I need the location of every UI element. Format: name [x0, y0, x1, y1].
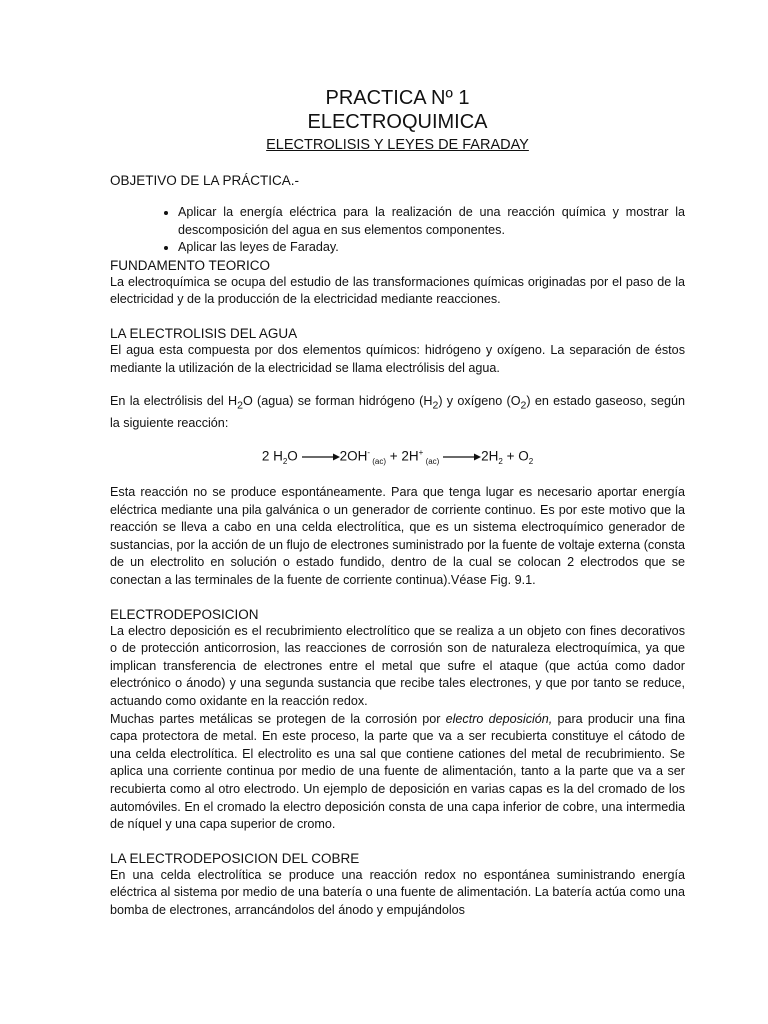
electrodeposicion-paragraph-2: [110, 711, 685, 834]
superscript: -: [367, 447, 371, 457]
electrolisis-heading: LA ELECTROLISIS DEL AGUA: [110, 325, 298, 341]
electrolisis-paragraph-2: [110, 393, 685, 433]
objetivo-list: [110, 204, 685, 257]
document-title-topic: ELECTROQUIMICA: [307, 111, 488, 133]
equation-term: 2OH: [339, 448, 368, 464]
cobre-heading: LA ELECTRODEPOSICION DEL COBRE: [110, 850, 360, 866]
subscript: (ac): [423, 457, 440, 467]
fundamento-heading: FUNDAMENTO TEORICO: [110, 257, 271, 273]
text-run: ) en estado gaseoso, según la siguiente reacción:: [110, 394, 686, 431]
text-run: para producir una fina capa protectora de metal. En este proceso, la parte que va a ser recubierta constituye el cátodo de una celda electrolítica. El electrolito es una sal que contiene cationes del metal de recubrimiento. Se aplica una corriente continua por medio de una fuente de alimentación, tanto a la parte que va a ser recubierta como al otro electrodo. Un ejemplo de deposición en varias capas es la del cromado de los automóviles. En el cromado la electro deposición consta de una capa inferior de cobre, una intermedia de níquel y una capa superior de cromo.: [110, 711, 685, 832]
electrolisis-paragraph-3: Esta reacción no se produce espontáneamente. Para que tenga lugar es necesario aportar energía eléctrica mediante una pila galvánica o un generador de corriente continuo. Es por este motivo que la reacción se lleva a cabo en una celda electrolítica, que es un sistema electroquímico generador de sustancias, por la acción de un flujo de electrones suministrado por la fuente de voltaje externa (consta de un electrolito en solución o estado fundido, dentro de la cual se colocan 2 electrodos que se conectan a las terminales de la fuente de corriente continua).Véase Fig. 9.1.: [110, 485, 685, 588]
text-run: ) y oxígeno (O: [438, 394, 521, 409]
electrodeposicion-paragraph-1: La electro deposición es el recubrimiento electrolítico que se realiza a un objeto con fines decorativos o de protección anticorrosion, las reacciones de corrosión son de naturaleza electroquímica, ya que implican transferencia de electrones entre el metal que sufre el ataque (que actúa como dador electrónico o ánodo) y una segunda sustancia que recibe tales electrones, y que por tanto se reduce, actuando como oxidante en la reacción redox.: [110, 623, 685, 708]
document-subtitle: ELECTROLISIS Y LEYES DE FARADAY: [266, 137, 529, 153]
list-item: • Aplicar las leyes de Faraday.: [178, 239, 685, 257]
fundamento-paragraph: La electroquímica se ocupa del estudio de las transformaciones químicas originadas por el paso de la electricidad y de la producción de la electricidad mediante reacciones.: [110, 274, 685, 307]
equation-term: 2H: [481, 448, 499, 464]
subscript: 2: [237, 399, 243, 412]
subscript: 2: [432, 399, 439, 412]
reaction-arrow-icon: [443, 452, 481, 462]
equation-term: O: [287, 448, 298, 464]
equation-term: 2 H: [261, 448, 283, 464]
italic-term: electro deposición,: [445, 711, 553, 726]
equation-term: + O: [502, 448, 529, 464]
subscript: 2: [282, 457, 288, 467]
text-run: Muchas partes metálicas se protegen de la corrosión por: [110, 711, 446, 726]
text-run: En la electrólisis del H: [110, 394, 238, 409]
reaction-arrow-icon: [302, 452, 340, 462]
cobre-paragraph-1: En una celda electrolítica se produce una reacción redox no espontánea suministrando energía eléctrica al sistema por medio de una batería o una fuente de alimentación. La batería actúa como una bomba de electrones, arrancándolos del ánodo y empujándolos: [110, 867, 685, 917]
reaction-equation: [110, 443, 685, 472]
list-item: • Aplicar la energía eléctrica para la realización de una reacción química y mostrar la descomposición del agua en sus elementos componentes.: [178, 204, 685, 239]
subscript: 2: [520, 399, 527, 412]
subscript: 2: [498, 457, 503, 467]
electrodeposicion-heading: ELECTRODEPOSICION: [110, 606, 259, 622]
objetivo-heading: OBJETIVO DE LA PRÁCTICA.-: [110, 173, 300, 188]
electrolisis-paragraph-1: El agua esta compuesta por dos elementos químicos: hidrógeno y oxígeno. La separación de éstos mediante la utilización de la electricidad se llama electrólisis del agua.: [110, 342, 685, 375]
text-run: O (agua) se forman hidrógeno (H: [242, 394, 433, 409]
subscript: (ac): [370, 457, 387, 467]
equation-term: + 2H: [386, 448, 419, 464]
superscript: +: [418, 447, 424, 457]
document-title: PRACTICA Nº 1: [325, 87, 470, 109]
document-page: [110, 86, 685, 920]
subscript: 2: [528, 457, 534, 467]
